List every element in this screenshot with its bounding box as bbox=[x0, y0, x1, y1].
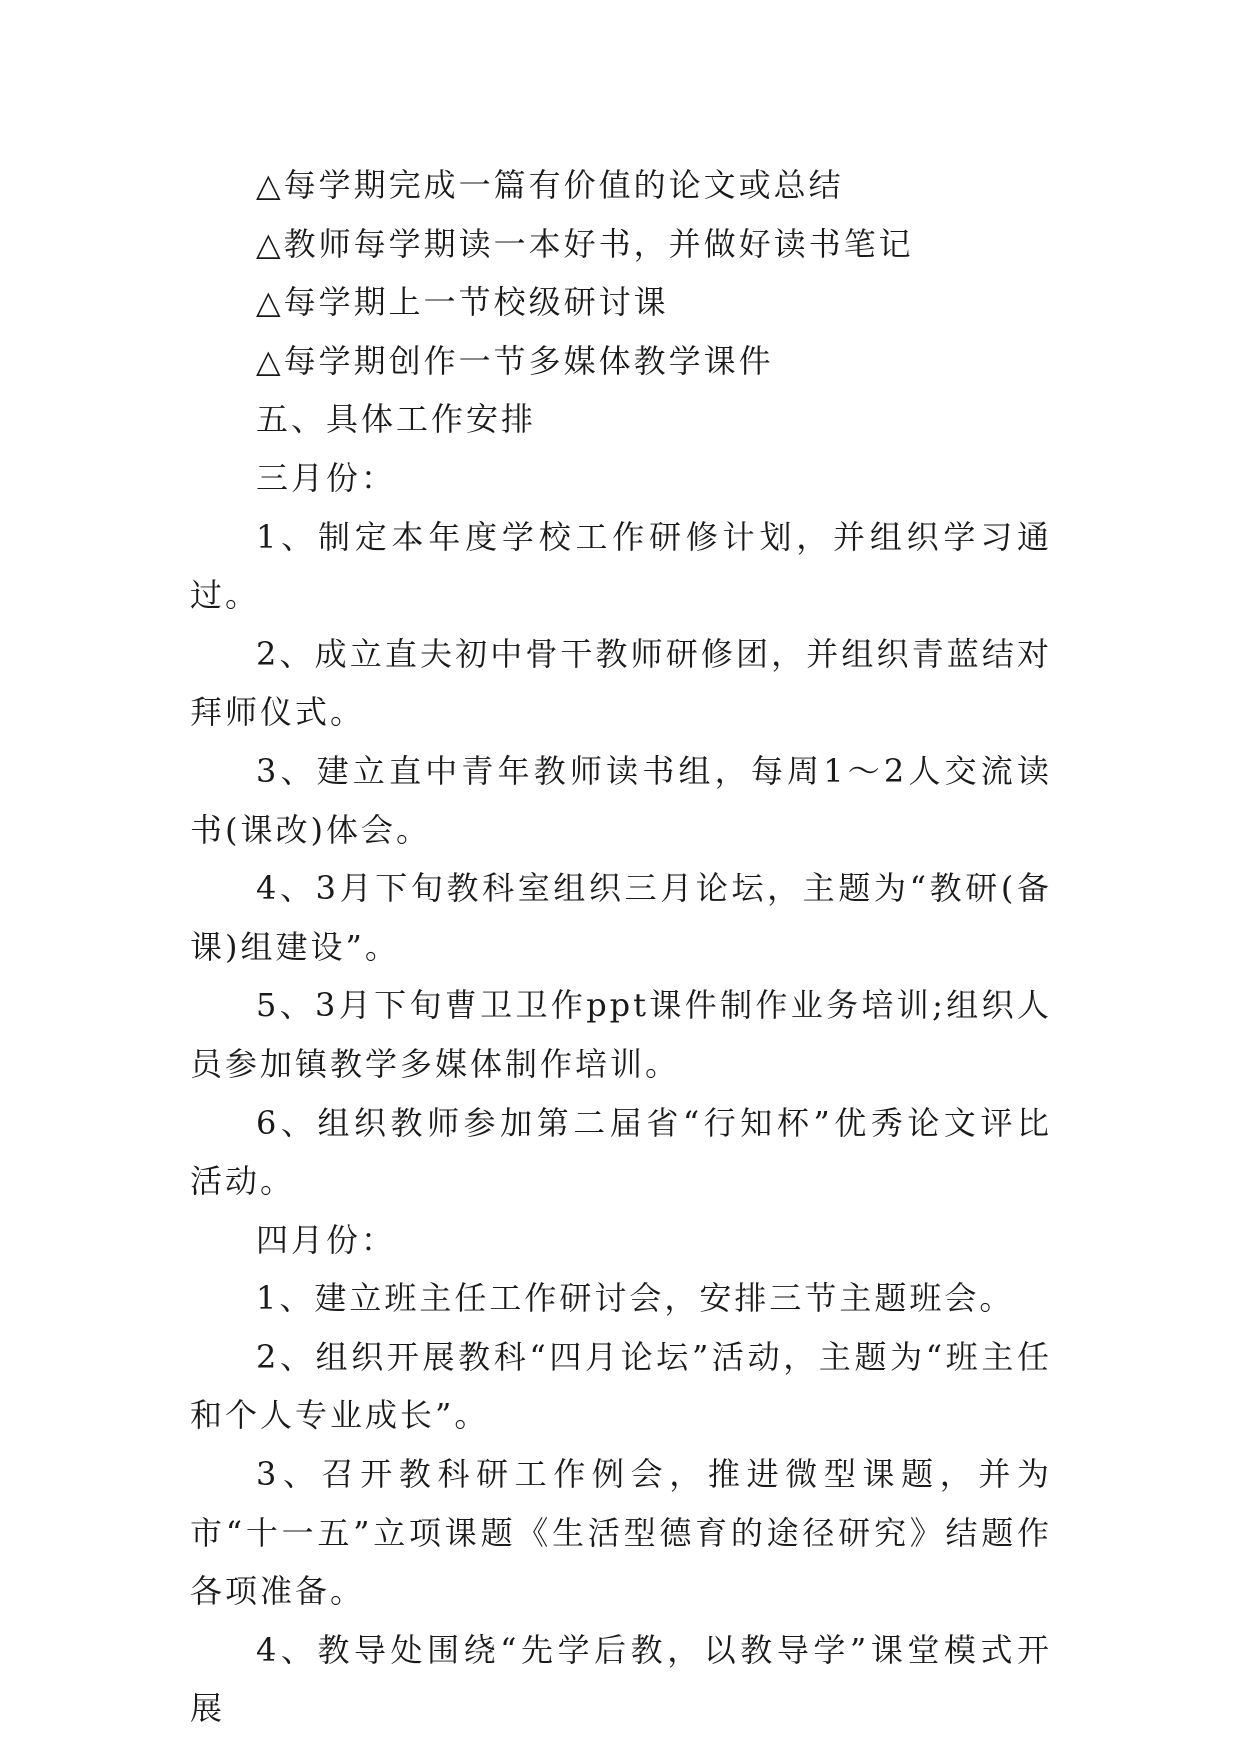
april-item-3: 3、召开教科研工作例会，推进微型课题，并为市“十一五”立项课题《生活型德育的途径研究》结题作各项准备。 bbox=[190, 1455, 1052, 1611]
march-item-2: 2、成立直夫初中骨干教师研修团，并组织青蓝结对拜师仪式。 bbox=[190, 634, 1052, 732]
section-heading-schedule: 五、具体工作安排 bbox=[256, 400, 537, 439]
march-item-6: 6、组织教师参加第二届省“行知杯”优秀论文评比活动。 bbox=[190, 1103, 1052, 1201]
march-item-4: 4、3月下旬教科室组织三月论坛，主题为“教研(备课)组建设”。 bbox=[190, 869, 1052, 966]
april-item-2: 2、组织开展教科“四月论坛”活动，主题为“班主任和个人专业成长”。 bbox=[190, 1337, 1052, 1435]
march-item-5: 5、3月下旬曹卫卫作ppt课件制作业务培训;组织人员参加镇教学多媒体制作培训。 bbox=[190, 986, 1052, 1083]
month-heading-march: 三月份： bbox=[256, 458, 397, 497]
document-body bbox=[190, 156, 1052, 1738]
april-item-1: 1、建立班主任工作研讨会，安排三节主题班会。 bbox=[256, 1279, 1015, 1318]
paragraph-goal-reading: △教师每学期读一本好书，并做好读书笔记 bbox=[256, 224, 914, 263]
march-item-1: 1、制定本年度学校工作研修计划，并组织学习通过。 bbox=[190, 517, 1052, 615]
april-item-4: 4、教导处围绕“先学后教，以教导学”课堂模式开展 bbox=[190, 1630, 1052, 1728]
paragraph-goal-courseware: △每学期创作一节多媒体教学课件 bbox=[256, 341, 774, 380]
march-item-3: 3、建立直中青年教师读书组，每周1～2人交流读书(课改)体会。 bbox=[190, 751, 1052, 849]
paragraph-goal-paper: △每学期完成一篇有价值的论文或总结 bbox=[256, 166, 844, 204]
month-heading-april: 四月份： bbox=[256, 1220, 397, 1259]
paragraph-goal-lesson: △每学期上一节校级研讨课 bbox=[256, 283, 669, 322]
